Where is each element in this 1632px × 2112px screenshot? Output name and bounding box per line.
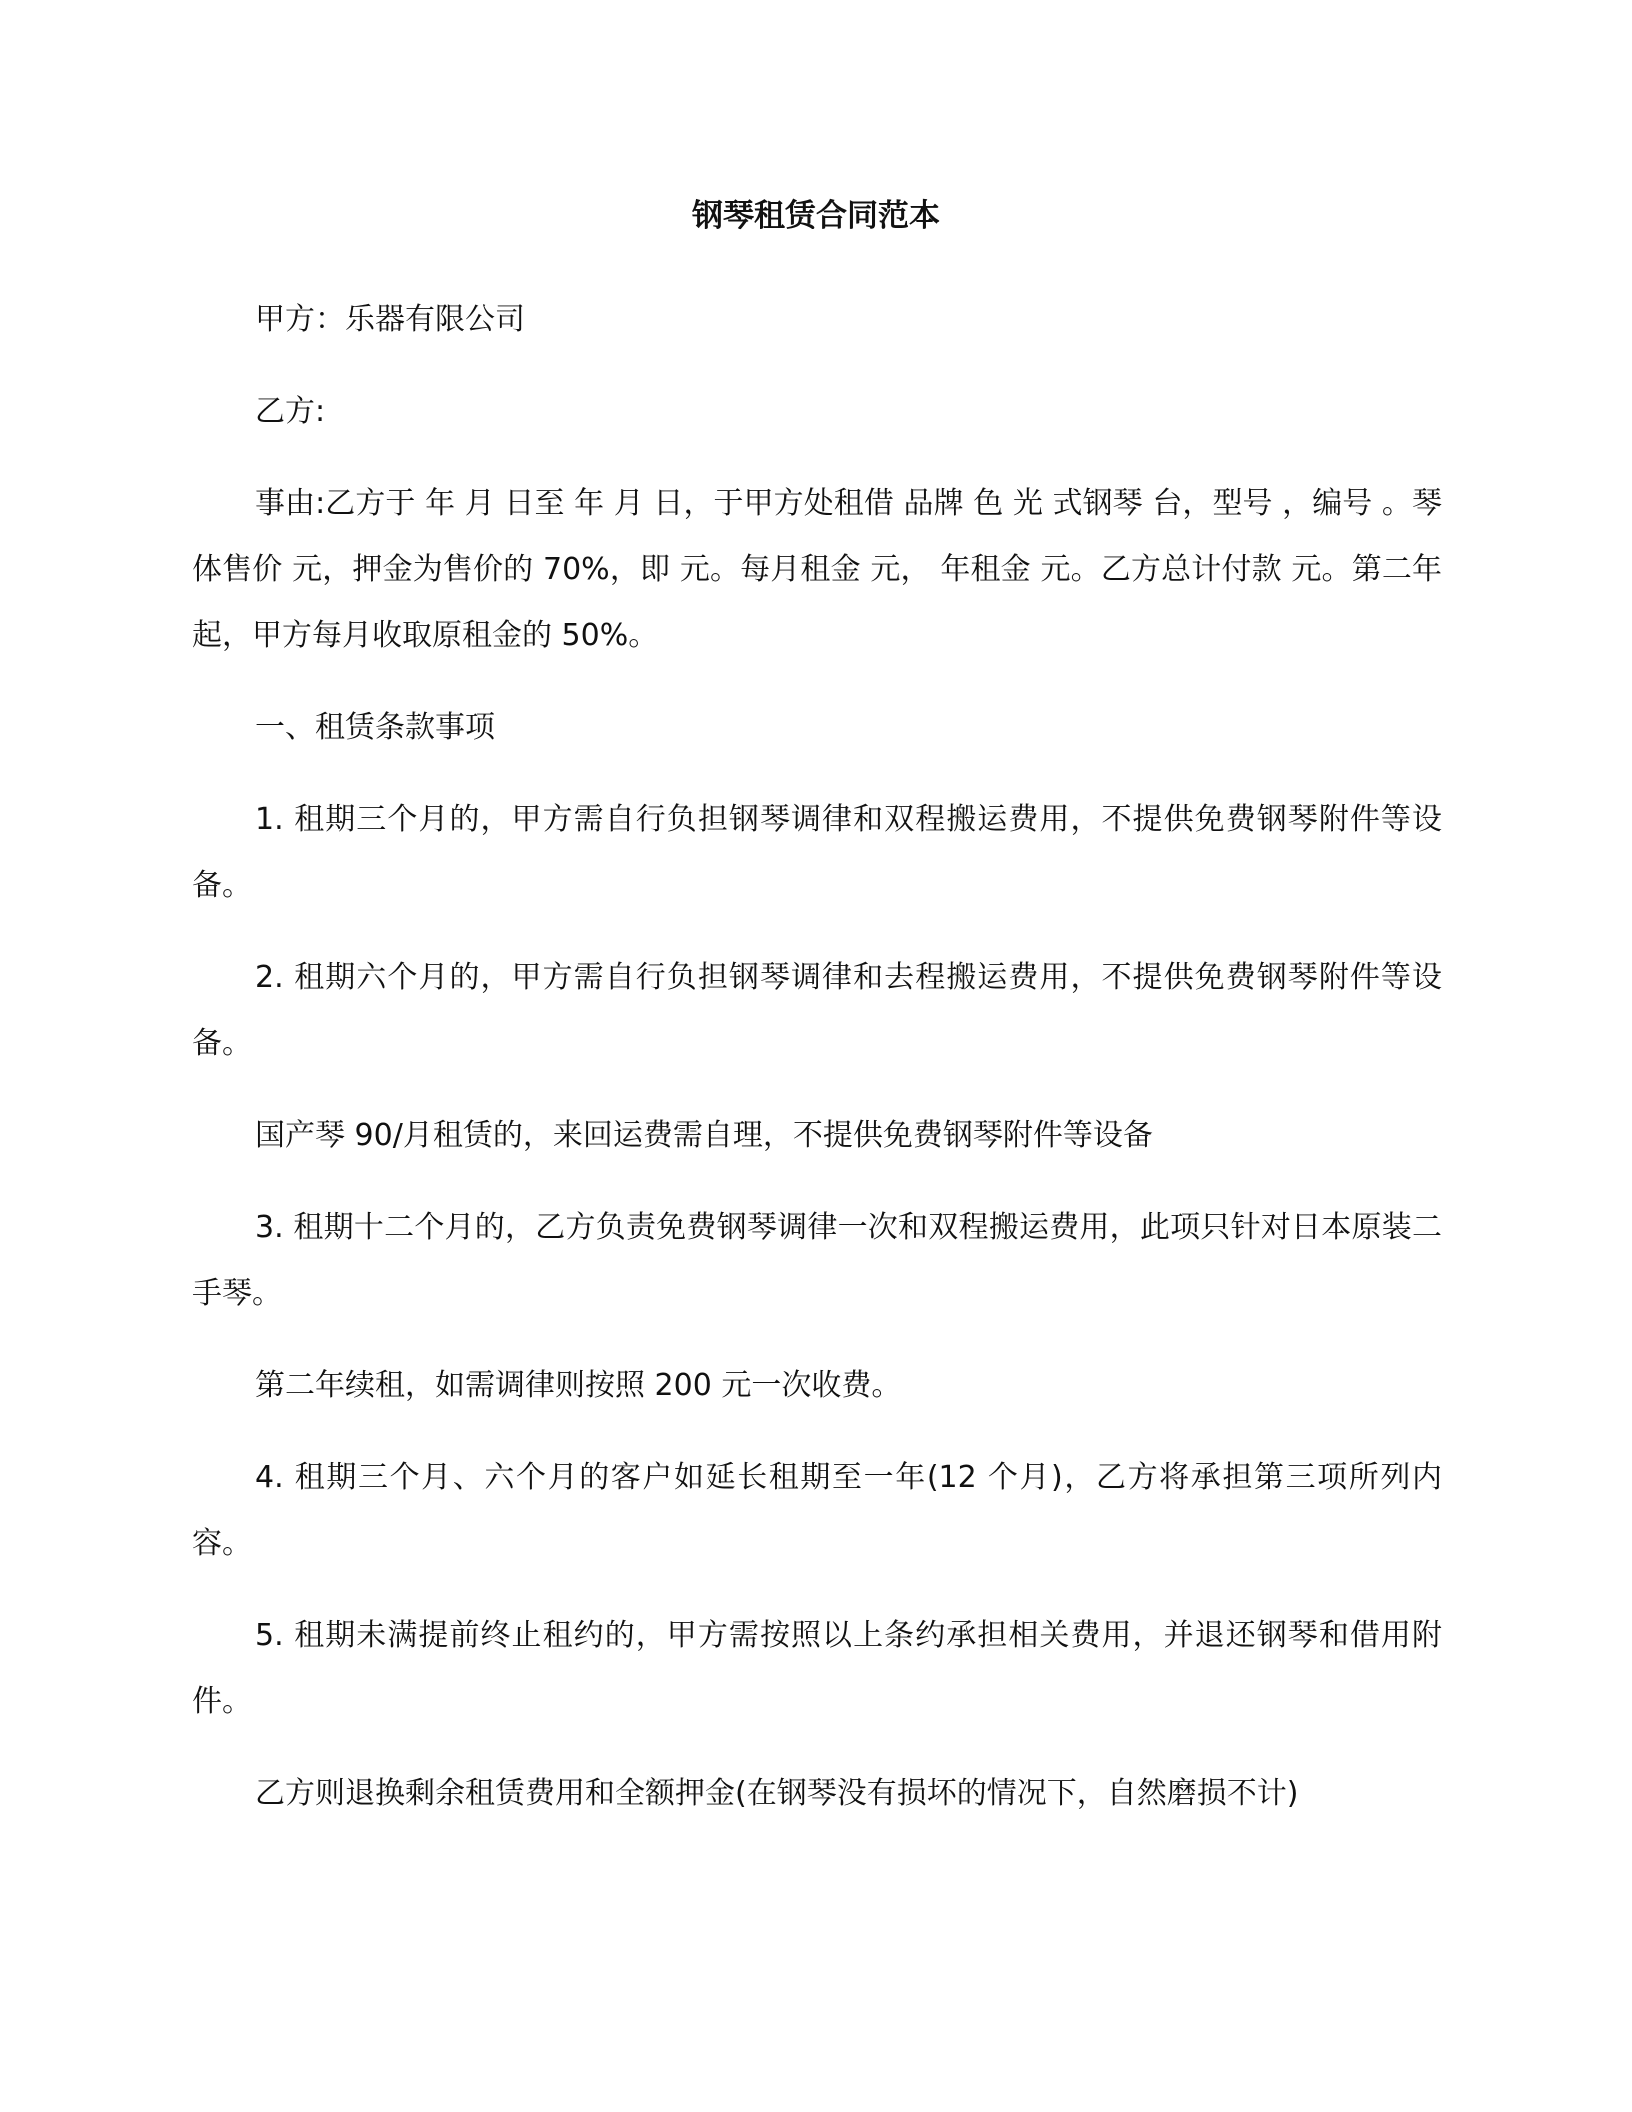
clause-5: 5. 租期未满提前终止租约的，甲方需按照以上条约承担相关费用，并退还钢琴和借用附件。	[192, 1618, 1442, 1719]
clause-2-note: 国产琴 90/月租赁的，来回运费需自理，不提供免费钢琴附件等设备	[255, 1118, 1153, 1153]
clause-3: 3. 租期十二个月的，乙方负责免费钢琴调律一次和双程搬运费用，此项只针对日本原装二手琴。	[192, 1210, 1442, 1311]
subject-paragraph: 事由:乙方于 年 月 日至 年 月 日，于甲方处租借 品牌 色 光 式钢琴 台，型号 ，编号 。琴体售价 元，押金为售价的 70%，即 元。每月租金 元， 年租金 元。乙方总计付款 元。第二年起，甲方每月收取原租金的 50%。	[192, 486, 1442, 653]
document-body	[192, 287, 1442, 1853]
document-title: 钢琴租赁合同范本	[692, 198, 940, 234]
party-a-line: 甲方：乐器有限公司	[255, 302, 525, 337]
clause-5-note: 乙方则退换剩余租赁费用和全额押金(在钢琴没有损坏的情况下，自然磨损不计)	[255, 1776, 1299, 1811]
clause-4: 4. 租期三个月、六个月的客户如延长租期至一年(12 个月)，乙方将承担第三项所列内容。	[192, 1460, 1442, 1561]
clause-1: 1. 租期三个月的，甲方需自行负担钢琴调律和双程搬运费用，不提供免费钢琴附件等设备。	[192, 802, 1442, 903]
clause-2: 2. 租期六个月的，甲方需自行负担钢琴调律和去程搬运费用，不提供免费钢琴附件等设备。	[192, 960, 1442, 1061]
clause-3-note: 第二年续租，如需调律则按照 200 元一次收费。	[255, 1368, 902, 1403]
section-heading-lease-terms: 一、租赁条款事项	[255, 710, 495, 745]
party-b-line: 乙方:	[255, 394, 326, 429]
